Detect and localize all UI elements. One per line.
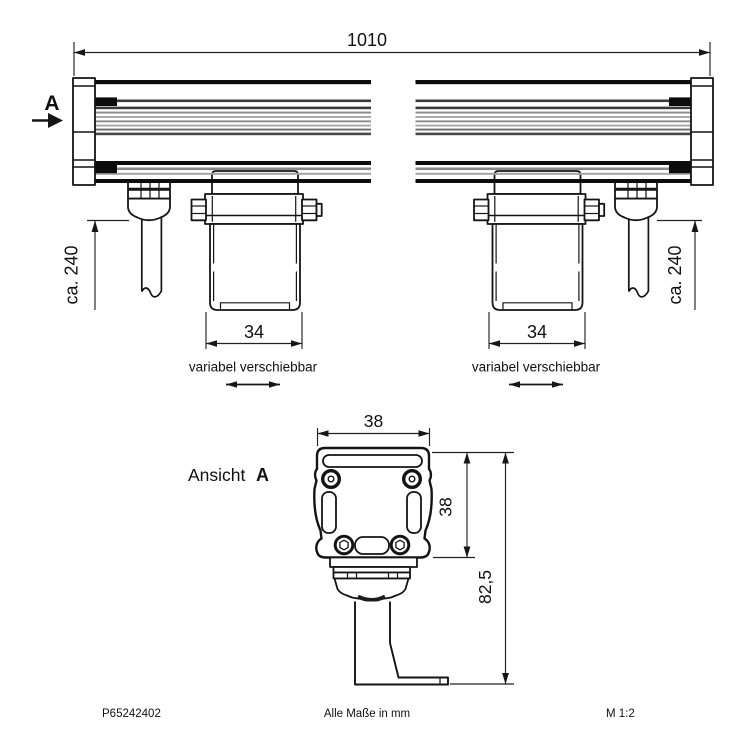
body-segment-left — [96, 80, 372, 183]
top-view — [32, 30, 713, 388]
dimension-detail-total-height — [450, 453, 514, 685]
detail-view-title-letter: A — [256, 465, 269, 485]
slide-note-left: variabel verschiebbar — [188, 359, 318, 375]
luminaire-body — [73, 78, 713, 185]
footer — [102, 708, 635, 720]
dimension-detail-height — [432, 453, 514, 558]
detail-top-slot — [323, 455, 422, 467]
detail-side-slot-right — [407, 492, 421, 533]
section-marker-label: A — [44, 92, 60, 115]
led-marker — [669, 97, 691, 106]
detail-screw-top-left — [323, 471, 340, 488]
overall-length-value: 1010 — [346, 30, 388, 50]
detail-hex-screw-right — [391, 536, 409, 554]
detail-width-value: 38 — [363, 411, 384, 431]
bracket-width-value-left: 34 — [243, 322, 265, 342]
detail-height-value: 38 — [435, 497, 456, 517]
scale-note: M 1:2 — [606, 708, 635, 720]
dimension-bracket-width-right — [472, 312, 601, 388]
dimension-cable-length-left — [62, 221, 130, 311]
end-cap-left — [73, 78, 95, 185]
dimension-bracket-width-left — [189, 312, 318, 388]
units-note: Alle Maße in mm — [323, 708, 411, 720]
dimension-overall-length — [74, 30, 710, 76]
detail-side-slot-left — [322, 492, 336, 533]
dimension-detail-width — [318, 411, 430, 446]
cable-gland-right — [615, 181, 657, 297]
cable-gland-left — [128, 181, 170, 297]
body-segment-right — [416, 80, 692, 183]
mounting-bracket-right — [474, 171, 604, 310]
detail-hex-screw-left — [335, 536, 353, 554]
led-marker — [96, 97, 118, 106]
bracket-width-value-right: 34 — [526, 322, 548, 342]
detail-center-slot — [355, 537, 389, 554]
cable-length-value-left: ca. 240 — [61, 245, 82, 305]
detail-view — [188, 411, 514, 685]
end-cap-right — [691, 78, 713, 185]
detail-total-height-value: 82,5 — [475, 569, 495, 605]
detail-view-title — [188, 465, 269, 485]
slide-note-right: variabel verschiebbar — [471, 359, 601, 375]
detail-gland-and-foot — [330, 558, 448, 685]
view-direction-indicator — [32, 92, 63, 128]
detail-view-title-prefix: Ansicht — [188, 465, 246, 485]
led-marker — [96, 165, 118, 173]
cable-length-value-right: ca. 240 — [665, 245, 685, 305]
led-marker — [669, 165, 691, 173]
detail-screw-top-right — [404, 471, 421, 488]
mounting-bracket-left — [192, 171, 322, 310]
dimension-cable-length-right — [657, 221, 702, 311]
view-direction-arrow-icon — [48, 113, 63, 128]
drawing-number: P65242402 — [102, 708, 161, 720]
